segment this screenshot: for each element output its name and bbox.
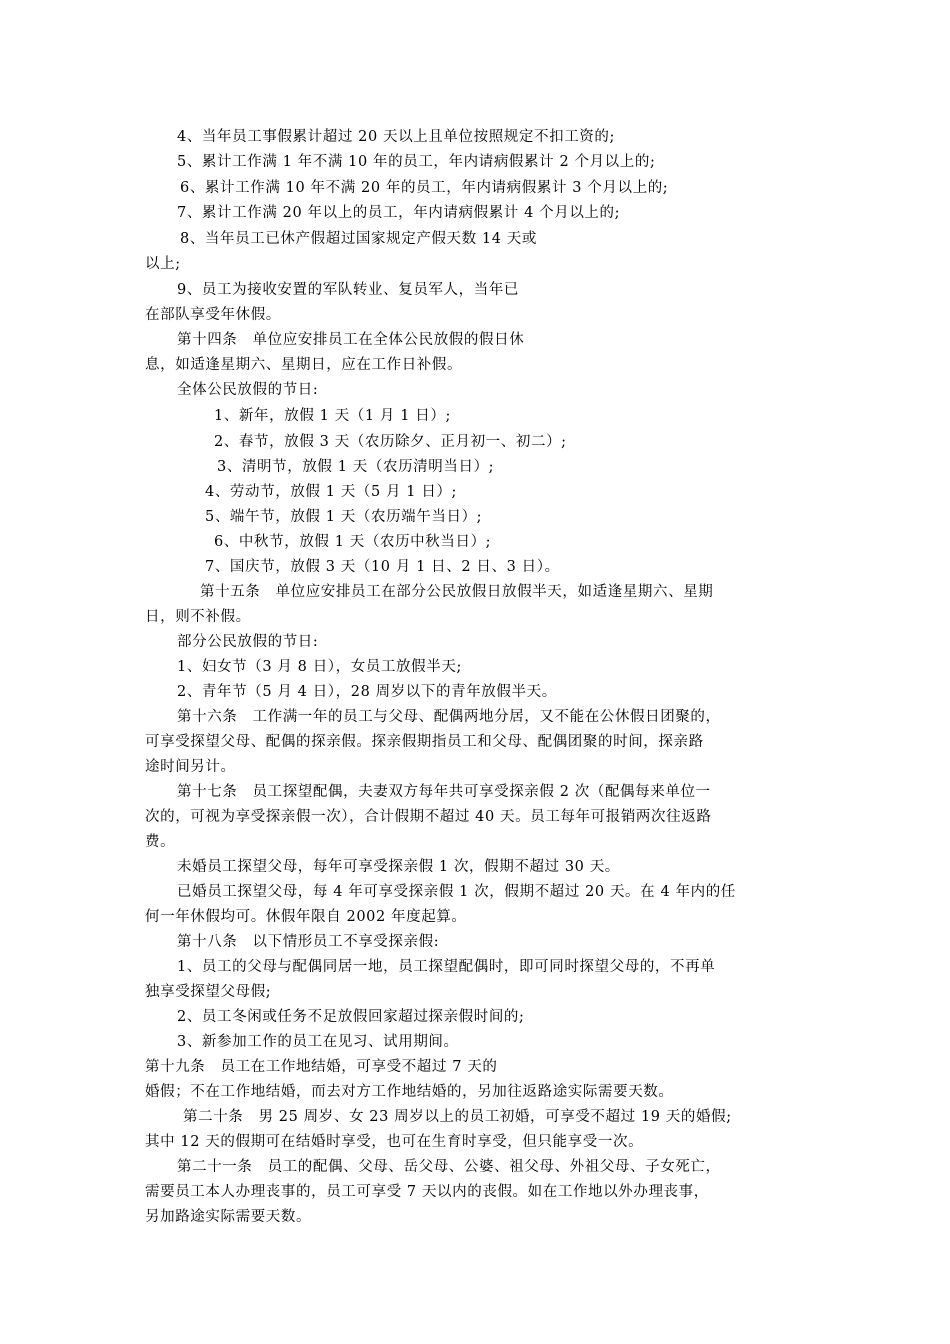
- text-line: 需要员工本人办理丧事的，员工可享受 7 天以内的丧假。如在工作地以外办理丧事，: [145, 1184, 709, 1200]
- section-heading-14: 第十四条 单位应安排员工在全体公民放假的假日休: [177, 332, 525, 348]
- text-line: 可享受探望父母、配偶的探亲假。探亲假期指员工和父母、配偶团聚的时间，探亲路: [145, 734, 704, 750]
- text-line: 2、员工冬闲或任务不足放假回家超过探亲假时间的;: [177, 1009, 525, 1025]
- text-line: 婚假；不在工作地结婚，而去对方工作地结婚的，另加往返路途实际需要天数。: [145, 1084, 674, 1100]
- section-heading-18: 第十八条 以下情形员工不享受探亲假:: [177, 934, 440, 950]
- text-line: 未婚员工探望父母，每年可享受探亲假 1 次，假期不超过 30 天。: [177, 859, 620, 875]
- text-line: 次的，可视为享受探亲假一次），合计假期不超过 40 天。员工每年可报销两次往返路: [145, 809, 712, 825]
- holiday-item: 4、劳动节，放假 1 天（5 月 1 日）;: [205, 484, 458, 500]
- text-line: 部分公民放假的节日:: [177, 634, 319, 650]
- text-line: 7、累计工作满 20 年以上的员工，年内请病假累计 4 个月以上的;: [177, 205, 621, 221]
- text-line: 1、员工的父母与配偶同居一地，员工探望配偶时，即可同时探望父母的，不再单: [177, 959, 716, 975]
- section-heading-19: 第十九条 员工在工作地结婚，可享受不超过 7 天的: [145, 1059, 498, 1075]
- text-line: 6、累计工作满 10 年不满 20 年的员工，年内请病假累计 3 个月以上的;: [180, 180, 669, 196]
- holiday-item: 6、中秋节，放假 1 天（农历中秋当日）;: [214, 534, 492, 550]
- holiday-item: 7、国庆节，放假 3 天（10 月 1 日、2 日、3 日）。: [205, 559, 560, 575]
- text-line: 费。: [145, 834, 176, 850]
- holiday-item: 3、清明节，放假 1 天（农历清明当日）;: [217, 459, 495, 475]
- holiday-item: 2、青年节（5 月 4 日），28 周岁以下的青年放假半天。: [177, 684, 557, 700]
- holiday-item: 2、春节，放假 3 天（农历除夕、正月初一、初二）;: [214, 434, 567, 450]
- holiday-item: 5、端午节，放假 1 天（农历端午当日）;: [205, 509, 483, 525]
- text-line: 独享受探望父母假;: [145, 984, 272, 1000]
- text-line: 已婚员工探望父母，每 4 年可享受探亲假 1 次，假期不超过 20 天。在 4 年内的任: [177, 884, 736, 900]
- text-line: 9、员工为接收安置的军队转业、复员军人，当年已: [177, 282, 520, 298]
- section-heading-15: 第十五条 单位应安排员工在部分公民放假日放假半天，如适逢星期六、星期: [200, 584, 714, 600]
- text-line: 全体公民放假的节日:: [177, 382, 319, 398]
- text-line: 何一年休假均可。休假年限自 2002 年度起算。: [145, 909, 467, 925]
- section-heading-20: 第二十条 男 25 周岁、女 23 周岁以上的员工初婚，可享受不超过 19 天的婚假;: [183, 1109, 732, 1125]
- text-line: 以上;: [145, 256, 181, 272]
- section-heading-17: 第十七条 员工探望配偶，夫妻双方每年共可享受探亲假 2 次（配偶每来单位一: [177, 784, 711, 800]
- text-line: 5、累计工作满 1 年不满 10 年的员工，年内请病假累计 2 个月以上的;: [177, 154, 656, 170]
- section-heading-21: 第二十一条 员工的配偶、父母、岳父母、公婆、祖父母、外祖父母、子女死亡，: [177, 1159, 721, 1175]
- text-line: 4、当年员工事假累计超过 20 天以上且单位按照规定不扣工资的;: [177, 129, 615, 145]
- text-line: 息，如适逢星期六、星期日，应在工作日补假。: [145, 357, 463, 373]
- text-line: 在部队享受年休假。: [145, 307, 281, 323]
- text-line: 日，则不补假。: [145, 609, 251, 625]
- holiday-item: 1、新年，放假 1 天（1 月 1 日）;: [214, 408, 451, 424]
- text-line: 途时间另计。: [145, 759, 236, 775]
- text-line: 3、新参加工作的员工在见习、试用期间。: [177, 1034, 459, 1050]
- text-line: 其中 12 天的假期可在结婚时享受，也可在生育时享受，但只能享受一次。: [145, 1134, 644, 1150]
- section-heading-16: 第十六条 工作满一年的员工与父母、配偶两地分居，又不能在公休假日团聚的，: [177, 709, 721, 725]
- holiday-item: 1、妇女节（3 月 8 日），女员工放假半天;: [177, 659, 462, 675]
- text-line: 另加路途实际需要天数。: [145, 1209, 312, 1225]
- text-line: 8、当年员工已休产假超过国家规定产假天数 14 天或: [180, 231, 537, 247]
